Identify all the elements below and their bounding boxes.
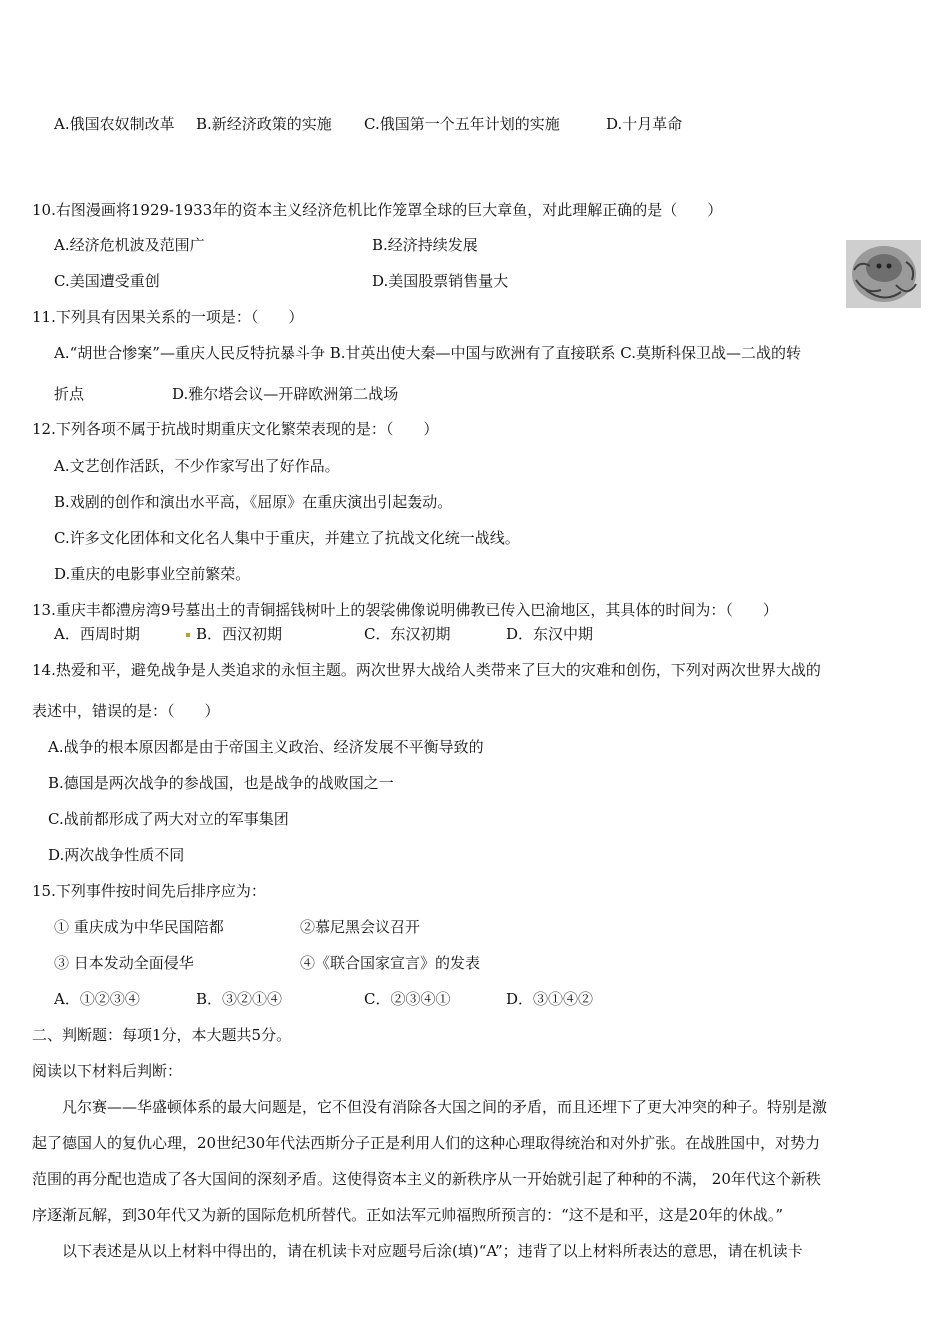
q9-option-c: C.俄国第一个五年计划的实施 [364,115,560,133]
q13-option-c: C．东汉初期 [364,625,451,643]
q11-options-line2a: 折点 [54,385,85,403]
q12-option-a: A.文艺创作活跃，不少作家写出了好作品。 [54,457,340,475]
q13-stem: 13.重庆丰都澧房湾9号墓出土的青铜摇钱树叶上的袈裟佛像说明佛教已传入巴渝地区，其具体的时间为：（ ） [32,601,778,619]
q15-option-d: D．③①④② [506,990,594,1008]
section2-instruction: 以下表述是从以上材料中得出的，请在机读卡对应题号后涂(填)“A”；违背了以上材料所表达的意思，请在机读卡 [62,1242,803,1260]
q9-option-a: A.俄国农奴制改革 [54,115,175,133]
q10-stem: 10.右图漫画将1929-1933年的资本主义经济危机比作笼罩全球的巨大章鱼，对此理解正确的是（ ） [32,201,723,219]
q14-option-d: D.两次战争性质不同 [48,846,185,864]
q9-option-b: B.新经济政策的实施 [196,115,332,133]
q14-option-b: B.德国是两次战争的参战国，也是战争的战败国之一 [48,774,394,792]
q11-options-line1: A.“胡世合惨案”—重庆人民反特抗暴斗争 B.甘英出使大秦—中国与欧洲有了直接联系 C.莫斯科保卫战—二战的转 [54,344,801,362]
section2-intro: 阅读以下材料后判断： [32,1062,183,1080]
q12-option-b: B.戏剧的创作和演出水平高，《屈原》在重庆演出引起轰动。 [54,493,453,511]
q11-stem: 11.下列具有因果关系的一项是：（ ） [32,308,304,326]
q15-stem: 15.下列事件按时间先后排序应为： [32,882,266,900]
q15-option-c: C．②③④① [364,990,451,1008]
q13-option-b: B．西汉初期 [196,625,283,643]
q14-stem-line2: 表述中，错误的是：（ ） [32,702,220,720]
q10-option-c: C.美国遭受重创 [54,272,160,290]
material-para-line4: 序逐渐瓦解，到30年代又为新的国际危机所替代。正如法军元帅福煦所预言的：“这不是和平，这是20年的休战。” [32,1206,784,1224]
q15-item-1: ① 重庆成为中华民国陪都 [54,918,224,936]
q9-option-d: D.十月革命 [606,115,683,133]
q10-option-a: A.经济危机波及范围广 [54,236,205,254]
q15-option-a: A．①②③④ [54,990,140,1008]
q15-item-3: ③ 日本发动全面侵华 [54,954,194,972]
q15-item-4: ④《联合国家宣言》的发表 [300,954,481,972]
q12-stem: 12.下列各项不属于抗战时期重庆文化繁荣表现的是：（ ） [32,420,439,438]
q14-option-a: A.战争的根本原因都是由于帝国主义政治、经济发展不平衡导致的 [48,738,484,756]
q15-item-2: ②慕尼黑会议召开 [300,918,421,936]
section2-title: 二、判断题：每项1分，本大题共5分。 [32,1026,292,1044]
q14-option-c: C.战前都形成了两大对立的军事集团 [48,810,289,828]
decorative-dot [186,633,190,637]
octopus-cartoon-image [846,240,921,308]
q12-option-d: D.重庆的电影事业空前繁荣。 [54,565,251,583]
q15-option-b: B．③②①④ [196,990,283,1008]
material-para-line3: 范围的再分配也造成了各大国间的深刻矛盾。这使得资本主义的新秩序从一开始就引起了种种的不满， 20年代这个新秩 [32,1170,821,1188]
q13-option-d: D．东汉中期 [506,625,594,643]
q13-option-a: A．西周时期 [54,625,140,643]
q14-stem-line1: 14.热爱和平，避免战争是人类追求的永恒主题。两次世界大战给人类带来了巨大的灾难和创伤，下列对两次世界大战的 [32,661,821,679]
material-para-line2: 起了德国人的复仇心理，20世纪30年代法西斯分子正是利用人们的这种心理取得统治和对外扩张。在战胜国中，对势力 [32,1134,821,1152]
q10-option-b: B.经济持续发展 [372,236,478,254]
material-para-line1: 凡尔赛——华盛顿体系的最大问题是，它不但没有消除各大国之间的矛盾，而且还埋下了更大冲突的种子。特别是激 [62,1098,828,1116]
q11-option-d: D.雅尔塔会议—开辟欧洲第二战场 [172,385,399,403]
q12-option-c: C.许多文化团体和文化名人集中于重庆，并建立了抗战文化统一战线。 [54,529,520,547]
q10-option-d: D.美国股票销售量大 [372,272,509,290]
